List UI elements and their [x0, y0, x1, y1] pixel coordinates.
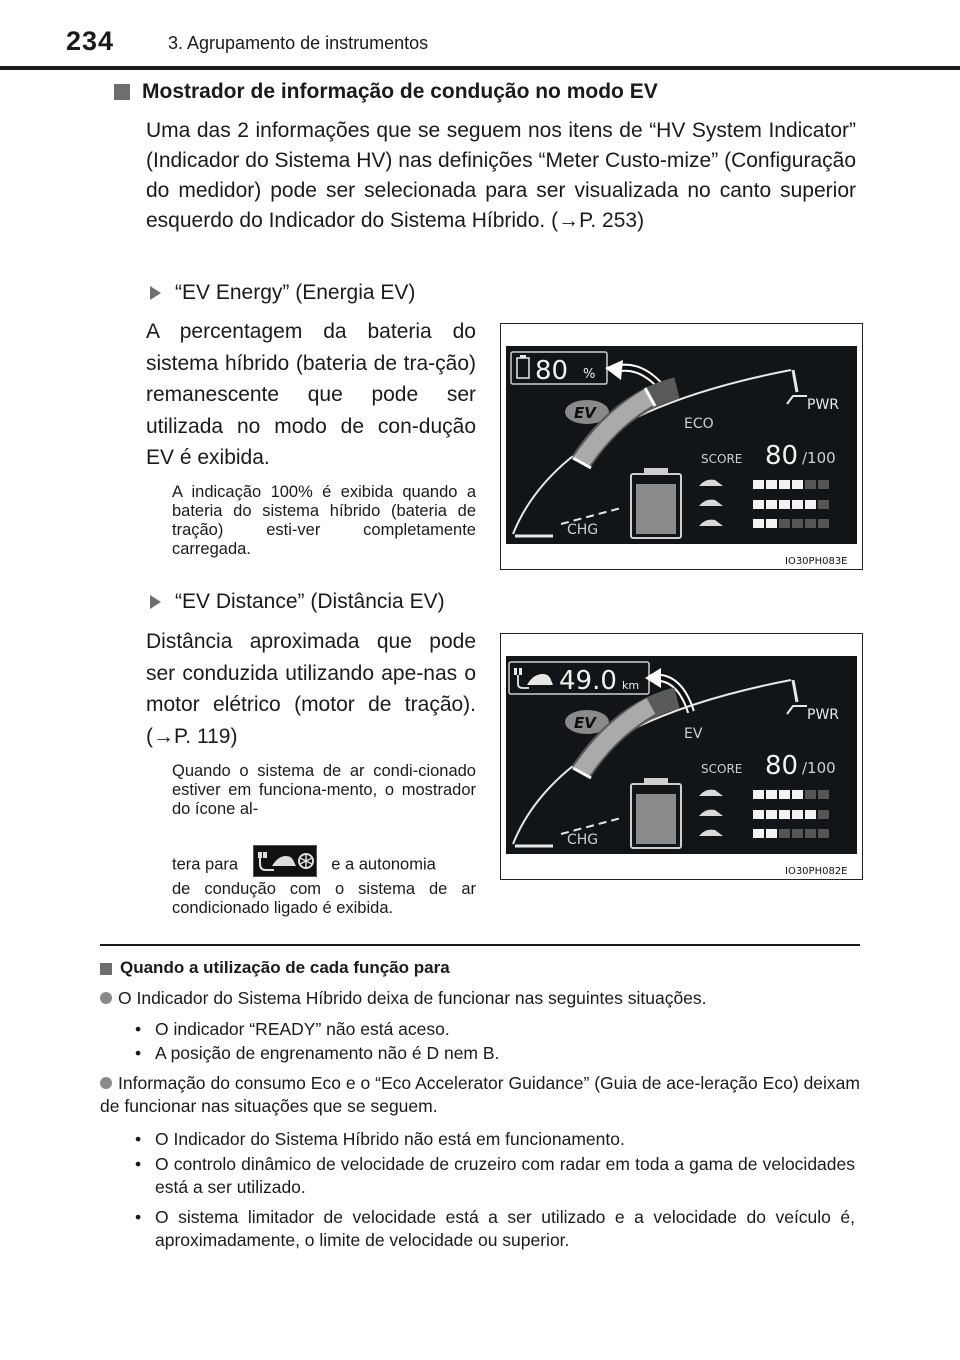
triangle-bullet-icon: [150, 595, 161, 609]
score-max: /100: [802, 759, 836, 777]
ev-energy-display: [501, 324, 862, 569]
info-bullet: • O controlo dinâmico de velocidade de cruzeiro com radar em toda a gama de velocidades está a ser utilizado.: [135, 1154, 855, 1197]
ev-distance-display: [501, 634, 862, 879]
score-label: SCORE: [701, 452, 743, 466]
triangle-bullet-icon: [150, 286, 161, 300]
ev-energy-heading: [150, 281, 415, 305]
note-text: e a autonomia: [331, 855, 436, 874]
chg-label: CHG: [567, 522, 599, 538]
section-divider: [100, 944, 860, 946]
ac-range-icon: [253, 845, 317, 877]
info-heading-label: Quando a utilização de cada função para: [120, 958, 450, 977]
dot-bullet-icon: [100, 992, 112, 1004]
section-heading: [114, 80, 658, 104]
ev-energy-heading-label: “EV Energy” (Energia EV): [175, 281, 416, 304]
dot-bullet-icon: [100, 1077, 112, 1089]
score-value: 80: [765, 751, 799, 781]
header-rule: [0, 66, 960, 70]
figure-ev-distance: [500, 633, 863, 880]
ev-distance-note-a: Quando o sistema de ar condi-cionado estiver em funciona-mento, o mostrador do ícone al-: [172, 762, 476, 818]
ev-distance-heading-label: “EV Distance” (Distância EV): [175, 590, 445, 613]
bullet-text: O Indicador do Sistema Híbrido não está em funcionamento.: [155, 1129, 625, 1149]
info-p1-text: O Indicador do Sistema Híbrido deixa de funcionar nas seguintes situações.: [118, 988, 707, 1008]
info-paragraph-2: [100, 1072, 860, 1118]
svg-text:EV: EV: [574, 404, 596, 422]
mode-label: EV: [684, 726, 703, 742]
ev-energy-value: 80: [535, 356, 569, 386]
bullet-text: O controlo dinâmico de velocidade de cruzeiro com radar em toda a gama de velocidades está a ser utilizado.: [155, 1154, 855, 1197]
info-p2-text: Informação do consumo Eco e o “Eco Accelerator Guidance” (Guia de ace-leração Eco) deixam de funcionar nas situações que se seguem.: [100, 1073, 860, 1116]
bullet-text: A posição de engrenamento não é D nem B.: [155, 1043, 500, 1063]
ev-distance-text: Distância aproximada que pode ser conduzida utilizando ape-nas o motor elétrico (motor de tração). (→P. 119): [146, 630, 476, 748]
ev-energy-text: A percentagem da bateria do sistema híbrido (bateria de tra-ção) remanescente que pode ser utilizada no modo de con-dução EV é exibida.: [146, 320, 476, 469]
score-label: SCORE: [701, 762, 743, 776]
page-number: 234: [66, 26, 115, 56]
ev-distance-heading: [150, 590, 445, 614]
figure-code: IO30PH082E: [785, 866, 848, 877]
chapter-title: 3. Agrupamento de instrumentos: [168, 33, 429, 53]
pwr-label: PWR: [807, 397, 840, 413]
ev-distance-unit: km: [622, 679, 640, 692]
ev-energy-unit: %: [583, 367, 596, 382]
score-value: 80: [765, 441, 799, 471]
square-bullet-icon: [100, 963, 112, 975]
info-bullet: • O Indicador do Sistema Híbrido não está em funcionamento.: [135, 1129, 625, 1149]
intro-paragraph: Uma das 2 informações que se seguem nos itens de “HV System Indicator” (Indicador do Sistema HV) nas definições “Meter Custo-mize” (Configuração do medidor) pode ser selecionada para ser visualizada no canto superior esquerdo do Indicador do Sistema Híbrido. (→P. 253): [146, 119, 856, 232]
svg-text:EV: EV: [574, 714, 596, 732]
bullet-text: O sistema limitador de velocidade está a ser utilizado e a velocidade do veículo é, aproximadamente, o limite de velocidade ou superior.: [155, 1207, 855, 1250]
ev-distance-note-c: de condução com o sistema de ar condicionado ligado é exibida.: [172, 880, 476, 917]
figure-code: IO30PH083E: [785, 556, 848, 567]
bullet-text: O indicador “READY” não está aceso.: [155, 1019, 450, 1039]
mode-label: ECO: [684, 416, 714, 432]
section-title: Mostrador de informação de condução no modo EV: [142, 80, 658, 103]
ev-distance-value: 49.0: [559, 666, 617, 696]
chg-label: CHG: [567, 832, 599, 848]
info-bullet: • O indicador “READY” não está aceso.: [135, 1019, 450, 1039]
note-text: tera para: [172, 855, 239, 874]
pwr-label: PWR: [807, 707, 840, 723]
info-heading: [100, 958, 450, 978]
info-paragraph-1: [100, 987, 870, 1010]
score-max: /100: [802, 449, 836, 467]
figure-ev-energy: [500, 323, 863, 570]
ev-distance-note-b: [172, 849, 476, 881]
ev-energy-note: A indicação 100% é exibida quando a bateria do sistema híbrido (bateria de tração) esti-ver completamente carregada.: [172, 483, 476, 558]
square-bullet-icon: [114, 84, 130, 100]
info-bullet: • A posição de engrenamento não é D nem B.: [135, 1043, 500, 1063]
info-bullet: • O sistema limitador de velocidade está a ser utilizado e a velocidade do veículo é, aproximadamente, o limite de velocidade ou superior.: [135, 1207, 855, 1250]
